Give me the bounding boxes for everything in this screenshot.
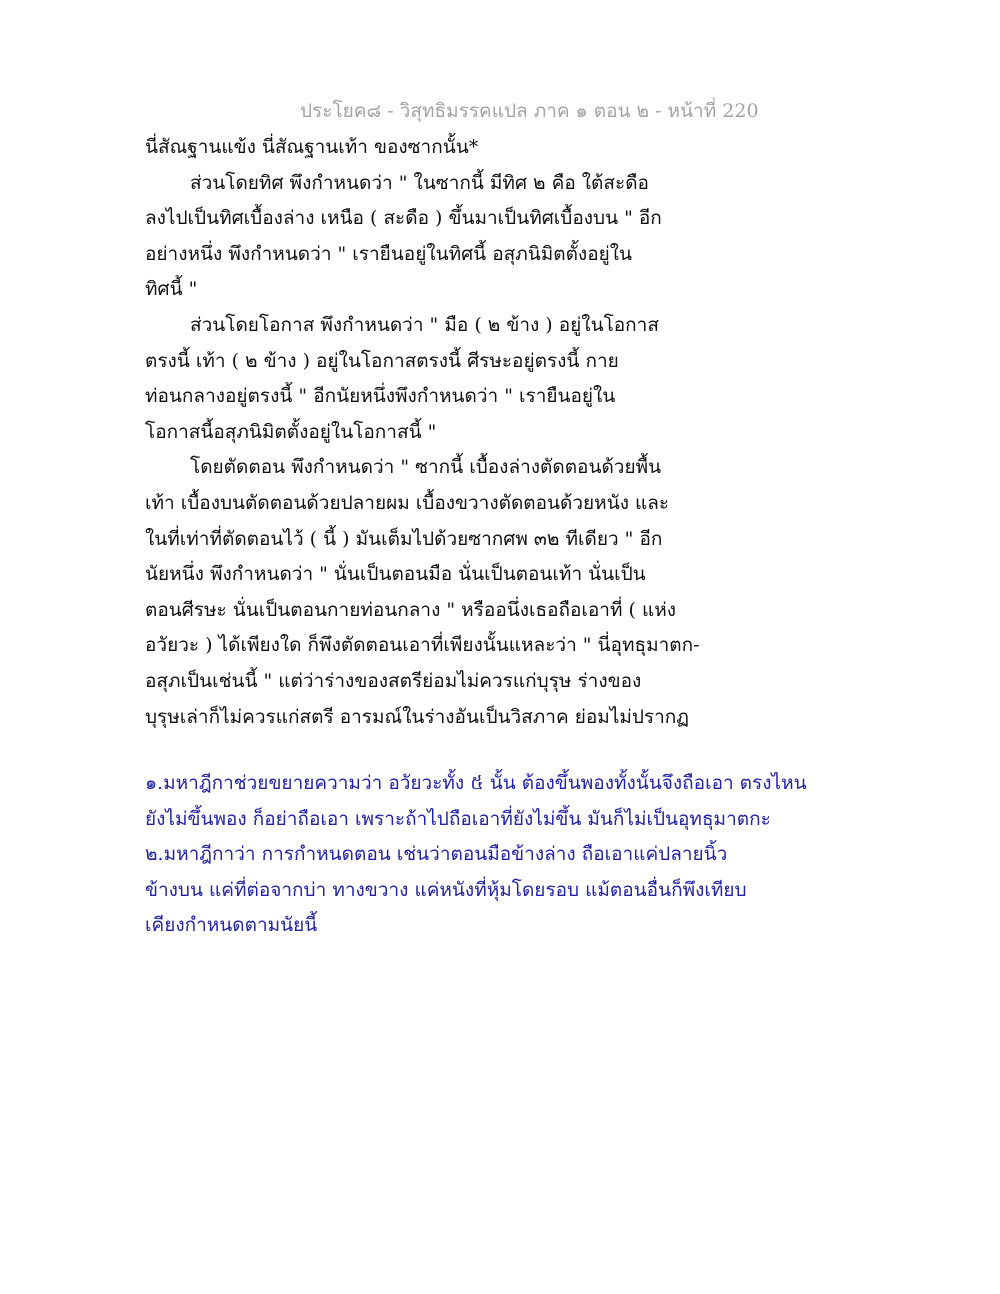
text-line: ตอนศีรษะ นั่นเป็นตอนกายท่อนกลาง " หรืออนึ่งเธอถือเอาที่ ( แห่ง bbox=[145, 598, 677, 621]
text-line: บุรุษเล่าก็ไม่ควรแก่สตรี อารมณ์ในร่างอันเป็นวิสภาค ย่อมไม่ปรากฏ bbox=[145, 705, 690, 728]
text-line: อสุภเป็นเช่นนี้ " แต่ว่าร่างของสตรีย่อมไม่ควรแก่บุรุษ ร่างของ bbox=[145, 669, 642, 692]
text-line: ในที่เท่าที่ตัดตอนไว้ ( นี้ ) มันเต็มไปด้วยซากศพ ๓๒ ทีเดียว " อีก bbox=[145, 527, 663, 550]
text-line: นัยหนึ่ง พึงกำหนดว่า " นั่นเป็นตอนมือ นั่นเป็นตอนเท้า นั่นเป็น bbox=[145, 563, 646, 586]
footnote-line: ๒.มหาฎีกาว่า การกำหนดตอน เช่นว่าตอนมือข้างล่าง ถือเอาแค่ปลายนิ้ว bbox=[145, 843, 728, 866]
footnotes bbox=[145, 766, 807, 944]
text-line: ทิศนี้ " bbox=[145, 278, 198, 301]
text-line: ท่อนกลางอยู่ตรงนี้ " อีกนัยหนึ่งพึงกำหนดว่า " เรายืนอยู่ใน bbox=[145, 385, 616, 408]
footnote-line: ๑.มหาฎีกาช่วยขยายความว่า อวัยวะทั้ง ៥ นั้น ต้องขึ้นพองทั้งนั้นจึงถือเอา ตรงไหน bbox=[145, 772, 807, 794]
footnote-line: เคียงกำหนดตามนัยนี้ bbox=[145, 914, 318, 937]
text-line: ตรงนี้ เท้า ( ๒ ข้าง ) อยู่ในโอกาสตรงนี้ ศีรษะอยู่ตรงนี้ กาย bbox=[145, 349, 619, 372]
footnote-line: ยังไม่ขึ้นพอง ก็อย่าถือเอา เพราะถ้าไปถือเอาที่ยังไม่ขึ้น มันก็ไม่เป็นอุทธุมาตกะ bbox=[145, 807, 771, 830]
main-text bbox=[145, 130, 785, 735]
footnote-line: ข้างบน แค่ที่ต่อจากบ่า ทางขวาง แค่หนังที่หุ้มโดยรอบ แม้ตอนอื่นก็พึงเทียบ bbox=[145, 878, 747, 901]
page-header: ประโยค๘ - วิสุทธิมรรคแปล ภาค ๑ ตอน ๒ - หน้าที่ 220 bbox=[300, 100, 759, 122]
text-line: อวัยวะ ) ได้เพียงใด ก็พึงตัดตอนเอาที่เพียงนั้นแหละว่า " นี่อุทธุมาตก- bbox=[145, 634, 700, 657]
text-line: โดยตัดตอน พึงกำหนดว่า " ซากนี้ เบื้องล่างตัดตอนด้วยพื้น bbox=[190, 456, 662, 479]
text-line: ส่วนโดยโอกาส พึงกำหนดว่า " มือ ( ๒ ข้าง ) อยู่ในโอกาส bbox=[190, 313, 659, 336]
text-line: นี่สัณฐานแข้ง นี่สัณฐานเท้า ของซากนั้น* bbox=[145, 136, 479, 158]
text-line: โอกาสนี้อสุภนิมิตตั้งอยู่ในโอกาสนี้ " bbox=[145, 420, 437, 443]
text-line: เท้า เบื้องบนตัดตอนด้วยปลายผม เบื้องขวางตัดตอนด้วยหนัง และ bbox=[145, 491, 670, 514]
text-line: อย่างหนึ่ง พึงกำหนดว่า " เรายืนอยู่ในทิศนี้ อสุภนิมิตตั้งอยู่ใน bbox=[145, 242, 633, 265]
text-line: ส่วนโดยทิศ พึงกำหนดว่า " ในซากนี้ มีทิศ ๒ คือ ใต้สะดือ bbox=[190, 171, 649, 194]
text-line: ลงไปเป็นทิศเบื้องล่าง เหนือ ( สะดือ ) ขึ้นมาเป็นทิศเบื้องบน " อีก bbox=[145, 207, 662, 230]
